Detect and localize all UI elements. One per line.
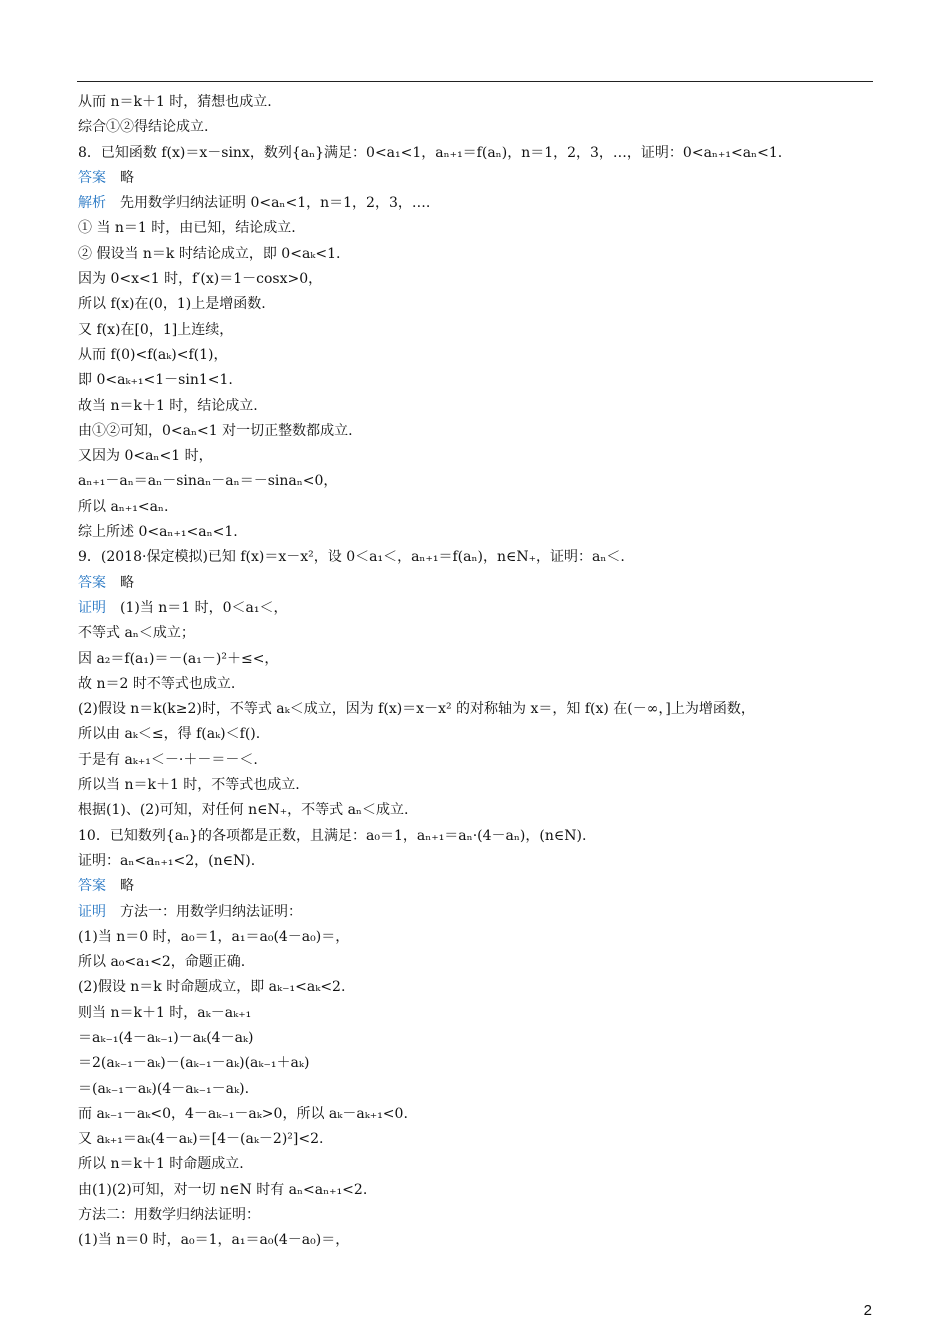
answer-tag: 答案	[78, 574, 106, 591]
line-text: ② 假设当 n＝k 时结论成立，即 0<aₖ<1.	[78, 245, 341, 262]
line-text: 综上所述 0<aₙ₊₁<aₙ<1.	[78, 524, 238, 541]
text-line	[78, 292, 878, 317]
line-text: 又因为 0<aₙ<1 时，	[78, 448, 213, 465]
text-line	[78, 394, 878, 419]
text-line	[78, 545, 878, 570]
line-text: 所以当 n＝k＋1 时，不等式也成立.	[78, 777, 300, 794]
line-text: (2)假设 n＝k(k≥2)时，不等式 aₖ＜成立，因为 f(x)＝x－x² 的对称轴为 x＝，知 f(x) 在(－∞，]上为增函数，	[78, 701, 755, 718]
line-text: 所以由 aₖ＜≤，得 f(aₖ)＜f().	[78, 726, 261, 743]
answer-tag: 证明	[78, 903, 106, 920]
text-line	[78, 318, 878, 343]
line-text: 故 n＝2 时不等式也成立.	[78, 675, 236, 692]
line-text: 9．(2018·保定模拟)已知 f(x)＝x－x²，设 0＜a₁＜，aₙ₊₁＝f(aₙ)，n∈N₊，证明：aₙ＜.	[78, 549, 625, 566]
text-line	[78, 1178, 878, 1203]
document-body	[78, 90, 878, 1254]
text-line	[78, 1001, 878, 1026]
line-text: 又 aₖ₊₁＝aₖ(4－aₖ)＝[4－(aₖ－2)²]<2.	[78, 1131, 324, 1148]
text-line	[78, 141, 878, 166]
text-line	[78, 798, 878, 823]
text-line	[78, 849, 878, 874]
line-text: 证明：aₙ<aₙ₊₁<2，(n∈N).	[78, 852, 256, 869]
text-line	[78, 1026, 878, 1051]
text-line	[78, 571, 878, 596]
text-line	[78, 1077, 878, 1102]
text-line	[78, 115, 878, 140]
text-line	[78, 444, 878, 469]
text-line	[78, 216, 878, 241]
text-line	[78, 621, 878, 646]
line-text: ＝aₖ₋₁(4－aₖ₋₁)－aₖ(4－aₖ)	[78, 1029, 254, 1046]
line-text: 由(1)(2)可知，对一切 n∈N 时有 aₙ<aₙ₊₁<2.	[78, 1181, 368, 1198]
text-line	[78, 697, 878, 722]
text-line	[78, 748, 878, 773]
answer-tag: 证明	[78, 599, 106, 616]
line-text: 方法二：用数学归纳法证明：	[78, 1207, 260, 1224]
text-line	[78, 1203, 878, 1228]
line-text: (1)当 n＝0 时，a₀＝1，a₁＝a₀(4－a₀)＝，	[78, 1232, 350, 1249]
line-text: 略	[106, 169, 134, 186]
line-text: (2)假设 n＝k 时命题成立，即 aₖ₋₁<aₖ<2.	[78, 979, 346, 996]
text-line	[78, 368, 878, 393]
text-line	[78, 773, 878, 798]
text-line	[78, 722, 878, 747]
line-text: 略	[106, 574, 134, 591]
text-line	[78, 520, 878, 545]
text-line	[78, 925, 878, 950]
line-text: 所以 a₀<a₁<2，命题正确.	[78, 954, 246, 971]
text-line	[78, 242, 878, 267]
line-text: 综合①②得结论成立.	[78, 119, 209, 136]
line-text: 于是有 aₖ₊₁＜－·＋－＝－＜.	[78, 751, 258, 768]
header-rule	[77, 81, 873, 82]
line-text: 从而 f(0)<f(aₖ)<f(1)，	[78, 346, 228, 363]
text-line	[78, 1127, 878, 1152]
text-line	[78, 343, 878, 368]
answer-tag: 答案	[78, 169, 106, 186]
text-line	[78, 950, 878, 975]
line-text: ＝(aₖ₋₁－aₖ)(4－aₖ₋₁－aₖ).	[78, 1080, 250, 1097]
text-line	[78, 191, 878, 216]
line-text: 10．已知数列{aₙ}的各项都是正数，且满足：a₀＝1，aₙ₊₁＝aₙ·(4－aₙ)，(n∈N).	[78, 827, 587, 844]
line-text: 不等式 aₙ＜成立；	[78, 625, 195, 642]
line-text: 所以 f(x)在(0，1)上是增函数.	[78, 296, 266, 313]
line-text: ① 当 n＝1 时，由已知，结论成立.	[78, 220, 296, 237]
text-line	[78, 900, 878, 925]
line-text: 方法一：用数学归纳法证明：	[106, 903, 302, 920]
line-text: 因 a₂＝f(a₁)＝－(a₁－)²＋≤<，	[78, 650, 279, 667]
text-line	[78, 419, 878, 444]
text-line	[78, 874, 878, 899]
line-text: 从而 n＝k＋1 时，猜想也成立.	[78, 94, 272, 110]
text-line	[78, 1102, 878, 1127]
line-text: 因为 0<x<1 时，f′(x)＝1－cosx>0，	[78, 271, 323, 288]
text-line	[78, 267, 878, 292]
line-text: ＝2(aₖ₋₁－aₖ)－(aₖ₋₁－aₖ)(aₖ₋₁＋aₖ)	[78, 1055, 310, 1072]
line-text: (1)当 n＝0 时，a₀＝1，a₁＝a₀(4－a₀)＝，	[78, 928, 350, 945]
line-text: 由①②可知，0<aₙ<1 对一切正整数都成立.	[78, 422, 353, 439]
line-text: 先用数学归纳法证明 0<aₙ<1，n＝1，2，3，….	[106, 195, 431, 212]
line-text: 所以 aₙ₊₁<aₙ.	[78, 498, 169, 515]
text-line	[78, 495, 878, 520]
text-line	[78, 975, 878, 1000]
line-text: 所以 n＝k＋1 时命题成立.	[78, 1156, 244, 1173]
text-line	[78, 596, 878, 621]
line-text: 8．已知函数 f(x)＝x－sinx，数列{aₙ}满足：0<a₁<1，aₙ₊₁＝f(aₙ)，n＝1，2，3，…，证明：0<aₙ₊₁<aₙ<1.	[78, 144, 783, 161]
text-line	[78, 166, 878, 191]
text-line	[78, 1228, 878, 1253]
answer-tag: 答案	[78, 878, 106, 895]
line-text: (1)当 n＝1 时，0＜a₁＜，	[106, 599, 288, 616]
text-line	[78, 1152, 878, 1177]
text-line	[78, 824, 878, 849]
line-text: 故当 n＝k＋1 时，结论成立.	[78, 397, 258, 414]
line-text: 根据(1)、(2)可知，对任何 n∈N₊，不等式 aₙ＜成立.	[78, 802, 409, 819]
answer-tag: 解析	[78, 195, 106, 212]
line-text: 略	[106, 878, 134, 895]
line-text: 即 0<aₖ₊₁<1－sin1<1.	[78, 372, 233, 389]
line-text: aₙ₊₁－aₙ＝aₙ－sinaₙ－aₙ＝－sinaₙ<0，	[78, 473, 338, 490]
text-line	[78, 1051, 878, 1076]
text-line	[78, 647, 878, 672]
line-text: 而 aₖ₋₁－aₖ<0，4－aₖ₋₁－aₖ>0，所以 aₖ－aₖ₊₁<0.	[78, 1105, 408, 1122]
line-text: 又 f(x)在[0，1]上连续，	[78, 321, 234, 338]
page-number: 2	[863, 1302, 872, 1319]
text-line	[78, 90, 878, 115]
text-line	[78, 469, 878, 494]
line-text: 则当 n＝k＋1 时，aₖ－aₖ₊₁	[78, 1004, 252, 1021]
text-line	[78, 672, 878, 697]
